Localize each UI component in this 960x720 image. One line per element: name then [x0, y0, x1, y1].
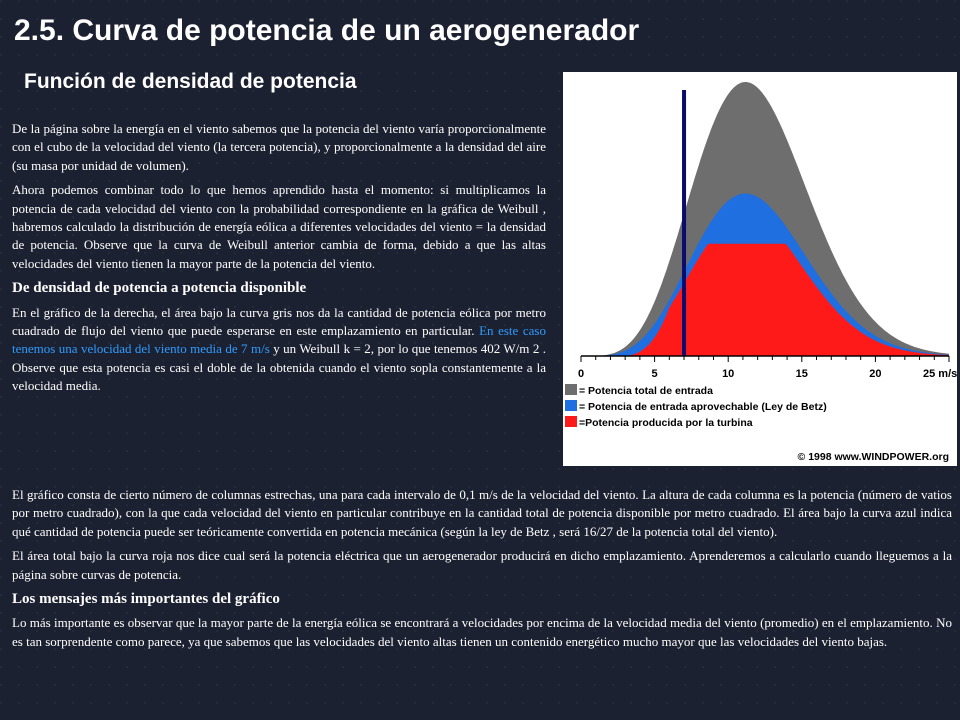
legend-swatch: [565, 384, 577, 395]
paragraph-red-curve: El área total bajo la curva roja nos dice cual será la potencia eléctrica que un aerogenerador producirá en dicho emplazamiento. Aprenderemos a calcularlo cuando lleguemos a la página sobre curvas de potencia.: [12, 548, 952, 582]
legend-label: = Potencia de entrada aprovechable (Ley de Betz): [579, 401, 827, 413]
copyright-notice: © 1998 www.WINDPOWER.org: [797, 451, 949, 463]
left-text-column: [12, 120, 546, 402]
power-density-svg: [563, 72, 957, 466]
page-title: 2.5. Curva de potencia de un aerogenerador: [14, 14, 640, 47]
paragraph-chart-text-b: y un Weibull k = 2, por lo que tenemos 402 W/m 2 . Observe que esta potencia es casi el doble de la obtenida cuando el viento sopla constantemente a la velocidad media.: [12, 341, 546, 394]
highlight-mean-speed: En este caso tenemos una velocidad del viento media de 7 m/s: [12, 323, 546, 357]
legend-swatch: [565, 400, 577, 411]
x-tick-label: 15: [795, 368, 808, 380]
legend-label: = Potencia total de entrada: [579, 385, 713, 397]
x-tick-label: 5: [651, 368, 658, 380]
full-width-text: [12, 486, 952, 657]
power-density-chart: [563, 72, 957, 466]
heading-density-to-available: De densidad de potencia a potencia disponible: [12, 280, 307, 297]
x-tick-label: 10: [722, 368, 735, 380]
x-tick-label: 0: [577, 368, 585, 380]
x-tick-label: 20: [869, 368, 882, 380]
legend-swatch: [565, 416, 577, 427]
paragraph-power-cube: De la página sobre la energía en el viento sabemos que la potencia del viento varía proporcionalmente con el cubo de la velocidad del viento (la tercera potencia), y proporcionalmente a la densidad del aire (su masa por unidad de volumen).: [12, 121, 546, 173]
paragraph-weibull-combination: Ahora podemos combinar todo lo que hemos aprendido hasta el momento: si multiplicamos la potencia de cada velocidad del viento con la probabilidad correspondiente en la gráfica de Weibull , habremos calculado la distribución de energía eólica a diferentes velocidades del viento = la densidad de potencia. Observe que la curva de Weibull anterior cambia de forma, debido a que las altas velocidades del viento tienen la mayor parte de la potencia del viento.: [12, 182, 546, 271]
section-subtitle: Función de densidad de potencia: [24, 70, 357, 93]
paragraph-columns: El gráfico consta de cierto número de columnas estrechas, una para cada intervalo de 0,1 m/s de la velocidad del viento. La altura de cada columna es la potencia (número de vatios por metro cuadrado), con la que cada velocidad del viento en particular contribuye en la cantidad total de potencia disponible por metro cuadrado. El área bajo la curva azul indica qué cantidad de potencia puede ser teóricamente convertida en potencia mecánica (según la ley de Betz , será 16/27 de la potencia total del viento).: [12, 487, 952, 539]
paragraph-chart-text-a: En el gráfico de la derecha, el área bajo la curva gris nos da la cantidad de potencia eólica por metro cuadrado de flujo del viento que puede esperarse en este emplazamiento en particular.: [12, 304, 546, 339]
paragraph-key-messages: Lo más importante es observar que la mayor parte de la energía eólica se encontrará a velocidades por encima de la velocidad media del viento (promedio) en el emplazamiento. No es tan sorprendente como parece, ya que sabemos que las velocidades del viento altas tienen un contenido energético mucho mayor que las velocidades del viento bajas.: [12, 615, 952, 649]
paragraph-chart-explanation: [12, 304, 546, 396]
x-tick-label: 25 m/s: [923, 368, 957, 380]
heading-key-messages: Los mensajes más importantes del gráfico: [12, 591, 280, 608]
legend-label: =Potencia producida por la turbina: [579, 417, 753, 429]
